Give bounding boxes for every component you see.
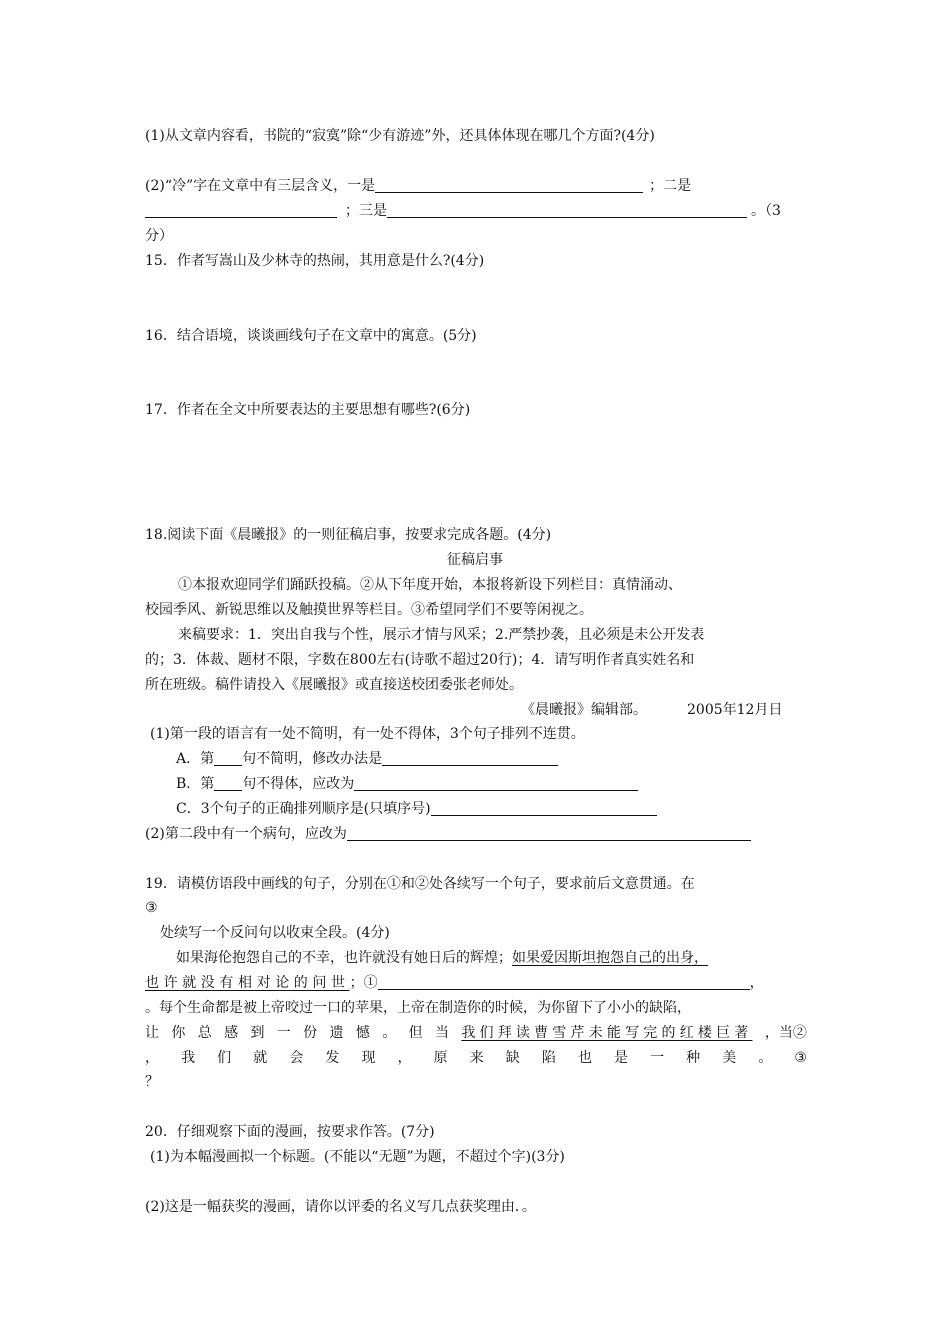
q19-char: 现 bbox=[361, 1050, 376, 1066]
q19-char: 就 bbox=[253, 1050, 268, 1066]
q19-char: 种 bbox=[686, 1050, 701, 1066]
q19-char: 们 bbox=[217, 1050, 232, 1066]
q19-char: 你 bbox=[171, 1025, 186, 1041]
q19-char: 一 bbox=[276, 1025, 291, 1041]
q19-char: ， bbox=[397, 1050, 412, 1066]
question-18-prompt: 18.阅读下面《晨曦报》的一则征稿启事，按要求完成各题。(4分) bbox=[145, 527, 552, 543]
underlined-model-sentence: 如果爱因斯坦抱怨自己的出身， bbox=[512, 950, 708, 966]
q19-char: 。 bbox=[382, 1025, 397, 1041]
q19-passage-line2 bbox=[145, 973, 764, 993]
q19-char: 我 bbox=[181, 1050, 196, 1066]
notice-title: 征稿启事 bbox=[447, 552, 503, 568]
answer-blank[interactable] bbox=[375, 178, 643, 193]
q19-char: 会 bbox=[289, 1050, 304, 1066]
q19-char: 原 bbox=[433, 1050, 448, 1066]
q19-passage-line6: ？ bbox=[145, 1074, 159, 1090]
q20-sub1: (1)为本幅漫画拟一个标题。(不能以“无题”为题，不超过个字)(3分) bbox=[150, 1149, 565, 1165]
q19-char: 但 bbox=[408, 1025, 423, 1041]
q19-char: 憾 bbox=[355, 1025, 370, 1041]
question-19-prompt-line3: 处续写一个反问句以收束全段。(4分) bbox=[160, 925, 390, 941]
answer-blank-1[interactable] bbox=[378, 975, 750, 990]
q19-char: 让 bbox=[145, 1025, 159, 1041]
q14-sub2-line3: 分） bbox=[145, 228, 173, 244]
notice-signature-text: 《晨曦报》编辑部。 bbox=[521, 702, 647, 718]
answer-blank[interactable] bbox=[214, 776, 242, 791]
q19-char: 到 bbox=[250, 1025, 265, 1041]
q19-passage-line1 bbox=[176, 948, 708, 968]
q14-sub2-text-c: ；三是 bbox=[345, 203, 387, 219]
notice-para2-line2: 的；3．体裁、题材不限，字数在800左右(诗歌不超过20行)；4．请写明作者真实姓名和 bbox=[145, 652, 695, 668]
option-a-text-b: 句不简明，修改办法是 bbox=[242, 751, 383, 767]
q14-sub2-text-a: (2)“冷”字在文章中有三层含义，一是 bbox=[145, 178, 376, 194]
q19-passage-line3: 。每个生命都是被上帝咬过一口的苹果，上帝在制造你的时候，为你留下了小小的缺陷， bbox=[145, 1000, 691, 1016]
q19-passage-text: ， bbox=[749, 975, 764, 991]
notice-date: 2005年12月日 bbox=[687, 702, 783, 718]
notice-para1-line1: ①本报欢迎同学们踊跃投稿。②从下年度开始，本报将新设下列栏目：真情涌动、 bbox=[178, 577, 682, 593]
answer-blank[interactable] bbox=[145, 203, 337, 218]
answer-blank[interactable] bbox=[347, 826, 751, 841]
q19-char: 是 bbox=[614, 1050, 629, 1066]
q18-sub2 bbox=[145, 824, 751, 844]
q14-sub2-text-b: ；二是 bbox=[649, 178, 692, 194]
notice-para2-line1: 来稿要求：1．突出自我与个性，展示才情与风采；2.严禁抄袭，且必须是未公开发表 bbox=[178, 627, 705, 643]
q19-char: 美 bbox=[722, 1050, 737, 1066]
q18-sub1: (1)第一段的语言有一处不简明，有一处不得体，3个句子排列不连贯。 bbox=[150, 726, 585, 742]
q19-passage-text: ；① bbox=[349, 975, 378, 991]
q19-char: 当 bbox=[434, 1025, 449, 1041]
q19-char: ， bbox=[145, 1050, 159, 1066]
q18-sub2-text: (2)第二段中有一个病句，应改为 bbox=[145, 826, 347, 842]
question-17: 17．作者在全文中所要表达的主要思想有哪些?(6分) bbox=[145, 402, 471, 418]
q19-char: 份 bbox=[303, 1025, 318, 1041]
question-20-prompt: 20．仔细观察下面的漫画，按要求作答。(7分) bbox=[145, 1124, 435, 1140]
q19-char: 缺 bbox=[505, 1050, 520, 1066]
option-c-text: C．3个句子的正确排列顺序是(只填序号) bbox=[176, 801, 431, 817]
q19-char: ③ bbox=[794, 1050, 807, 1066]
answer-blank[interactable] bbox=[214, 751, 242, 766]
q14-sub2-line1 bbox=[145, 176, 691, 196]
q19-char: 。 bbox=[758, 1050, 773, 1066]
underlined-model-sentence: 也许就没有相对论的问世 bbox=[145, 975, 350, 991]
answer-blank[interactable] bbox=[387, 203, 747, 218]
underlined-model-sentence: 我们拜读曹雪芹未能写完的红楼巨著 bbox=[461, 1025, 753, 1041]
option-b-text-b: 句不得体，应改为 bbox=[242, 776, 355, 792]
q14-sub1: (1)从文章内容看，书院的“寂寞”除“少有游迹”外，还具体体现在哪几个方面?(4分) bbox=[145, 128, 655, 144]
answer-blank[interactable] bbox=[382, 751, 558, 766]
q19-char: 感 bbox=[224, 1025, 239, 1041]
q19-char: 一 bbox=[650, 1050, 665, 1066]
q19-char: 总 bbox=[197, 1025, 212, 1041]
q18-option-b bbox=[176, 774, 638, 794]
q14-sub2-line2 bbox=[145, 201, 781, 221]
question-19-prompt-line2: ③ bbox=[145, 900, 158, 916]
q19-passage-line5 bbox=[145, 1048, 807, 1068]
q19-char: ，当② bbox=[764, 1025, 807, 1041]
option-a-text-a: A．第 bbox=[176, 751, 215, 767]
q18-option-a bbox=[176, 749, 558, 769]
notice-para1-line2: 校园季风、新锐思维以及触摸世界等栏目。③希望同学们不要等闲视之。 bbox=[145, 602, 593, 618]
q19-passage-line4 bbox=[145, 1023, 807, 1043]
q18-option-c bbox=[176, 799, 657, 819]
q20-sub2: (2)这是一幅获奖的漫画，请你以评委的名义写几点获奖理由．。 bbox=[145, 1199, 536, 1215]
question-19-prompt-line1: 19．请模仿语段中画线的句子，分别在①和②处各续写一个句子，要求前后文意贯通。在 bbox=[145, 876, 695, 892]
answer-blank[interactable] bbox=[354, 776, 638, 791]
notice-para2-line3: 所在班级。稿件请投入《展曦报》或直接送校团委张老师处。 bbox=[145, 677, 523, 693]
question-16: 16．结合语境，谈谈画线句子在文章中的寓意。(5分) bbox=[145, 328, 477, 344]
q19-passage-text: 如果海伦抱怨自己的不幸，也许就没有她日后的辉煌； bbox=[176, 950, 512, 966]
q14-sub2-text-d: 。（3 bbox=[751, 203, 781, 219]
q19-char: 陷 bbox=[541, 1050, 556, 1066]
question-15: 15．作者写嵩山及少林寺的热闹，其用意是什么?(4分) bbox=[145, 253, 485, 269]
answer-blank[interactable] bbox=[431, 801, 657, 816]
q19-char: 来 bbox=[469, 1050, 484, 1066]
notice-signature bbox=[521, 700, 782, 720]
option-b-text-a: B．第 bbox=[176, 776, 215, 792]
q19-char: 遗 bbox=[329, 1025, 344, 1041]
q19-char: 也 bbox=[577, 1050, 592, 1066]
q19-char: 发 bbox=[325, 1050, 340, 1066]
